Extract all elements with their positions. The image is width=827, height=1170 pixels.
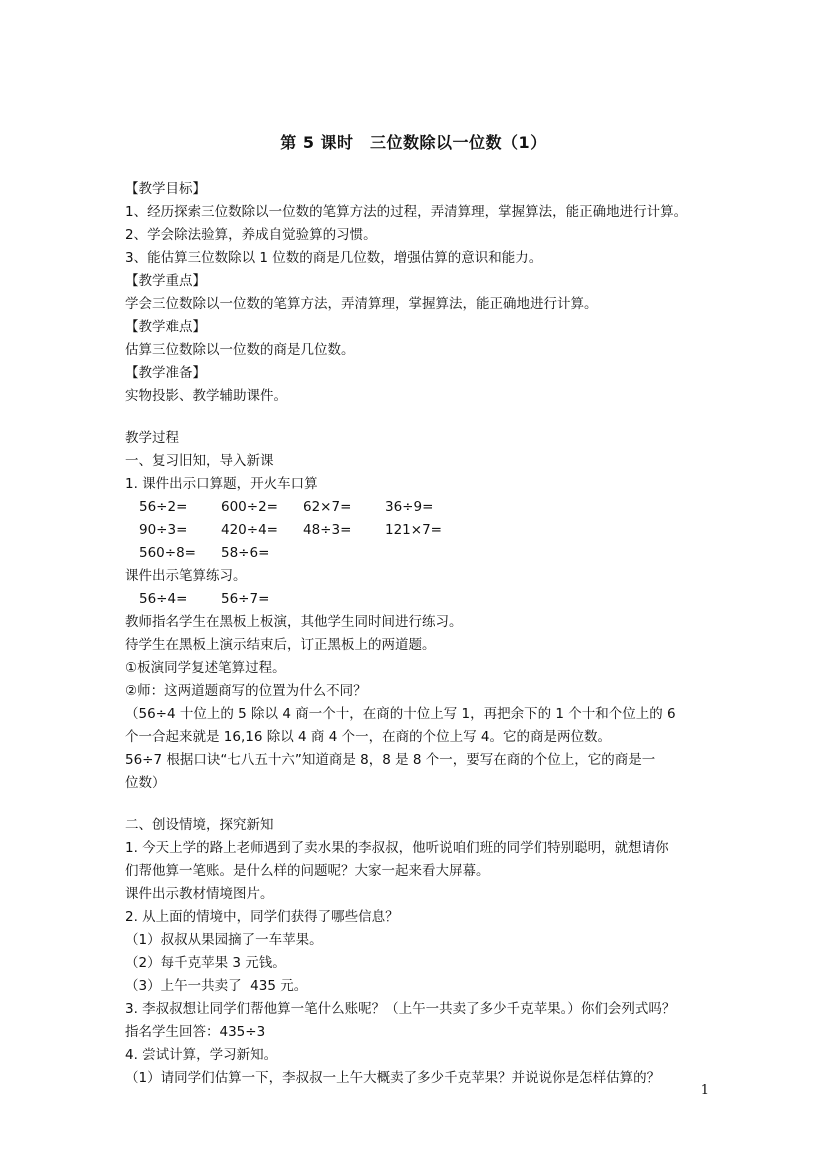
paragraph: 2、学会除法验算，养成自觉验算的习惯。 — [125, 227, 377, 243]
paragraph: ①板演同学复述笔算过程。 — [125, 660, 286, 676]
calc-item: 560÷8= — [139, 545, 196, 561]
document-body — [125, 178, 715, 1090]
calc-item: 56÷4= — [139, 591, 188, 607]
oral-calc-row — [125, 519, 715, 542]
paragraph: 课件出示笔算练习。 — [125, 568, 247, 584]
paragraph: 3、能估算三位数除以 1 位数的商是几位数，增强估算的意识和能力。 — [125, 250, 543, 266]
calc-item: 56÷7= — [221, 591, 270, 607]
paragraph: 教师指名学生在黑板上板演，其他学生同时间进行练习。 — [125, 614, 463, 630]
paragraph: 1. 今天上学的路上老师遇到了卖水果的李叔叔，他听说咱们班的同学们特别聪明，就想请你 — [125, 840, 669, 856]
calc-item: 420÷4= — [221, 522, 278, 538]
written-calc-row — [125, 588, 715, 611]
oral-calc-row — [125, 496, 715, 519]
calc-item: 56÷2= — [139, 499, 188, 515]
calc-item: 121×7= — [385, 522, 442, 538]
spacer — [125, 795, 715, 814]
paragraph: 4. 尝试计算，学习新知。 — [125, 1047, 278, 1063]
paragraph: 学会三位数除以一位数的笔算方法，弄清算理，掌握算法，能正确地进行计算。 — [125, 296, 598, 312]
paragraph: 3. 李叔叔想让同学们帮他算一笔什么账呢？（上午一共卖了多少千克苹果。）你们会列式吗？ — [125, 1001, 676, 1017]
part-heading: 一、复习旧知，导入新课 — [125, 453, 274, 469]
paragraph: 1. 课件出示口算题，开火车口算 — [125, 476, 318, 492]
lesson-title: 第 5 课时 三位数除以一位数（1） — [280, 133, 547, 152]
paragraph: （1）叔叔从果园摘了一车苹果。 — [125, 932, 323, 948]
paragraph: 实物投影、教学辅助课件。 — [125, 388, 287, 404]
paragraph: 待学生在黑板上演示结束后，订正黑板上的两道题。 — [125, 637, 436, 653]
paragraph: 估算三位数除以一位数的商是几位数。 — [125, 342, 355, 358]
calc-item: 48÷3= — [303, 522, 352, 538]
paragraph: （3）上午一共卖了 435 元。 — [125, 978, 308, 994]
section-heading: 【教学目标】 — [125, 181, 206, 197]
paragraph: （1）请同学们估算一下，李叔叔一上午大概卖了多少千克苹果？并说说你是怎样估算的？ — [125, 1070, 661, 1086]
section-heading: 教学过程 — [125, 430, 179, 446]
section-heading: 【教学准备】 — [125, 365, 206, 381]
calc-item: 90÷3= — [139, 522, 188, 538]
calc-item: 600÷2= — [221, 499, 278, 515]
section-heading: 【教学难点】 — [125, 319, 206, 335]
calc-item: 36÷9= — [385, 499, 434, 515]
section-heading: 【教学重点】 — [125, 273, 206, 289]
part-heading: 二、创设情境，探究新知 — [125, 817, 274, 833]
paragraph: 指名学生回答：435÷3 — [125, 1024, 266, 1040]
page-number: 1 — [700, 1083, 709, 1098]
spacer — [125, 408, 715, 427]
calc-item: 58÷6= — [221, 545, 270, 561]
paragraph: 56÷7 根据口诀“七八五十六”知道商是 8，8 是 8 个一，要写在商的个位上，它的商是一 — [125, 752, 656, 768]
paragraph: ②师：这两道题商写的位置为什么不同？ — [125, 683, 367, 699]
paragraph: （56÷4 十位上的 5 除以 4 商一个十，在商的十位上写 1，再把余下的 1 个十和个位上的 6 — [125, 706, 676, 722]
calc-item: 62×7= — [303, 499, 352, 515]
paragraph: 1、经历探索三位数除以一位数的笔算方法的过程，弄清算理，掌握算法，能正确地进行计算。 — [125, 204, 688, 220]
paragraph: 课件出示教材情境图片。 — [125, 886, 274, 902]
oral-calc-row — [125, 542, 715, 565]
paragraph: （2）每千克苹果 3 元钱。 — [125, 955, 286, 971]
paragraph: 个一合起来就是 16,16 除以 4 商 4 个一，在商的个位上写 4。它的商是两位数。 — [125, 729, 611, 745]
paragraph: 位数） — [125, 775, 166, 791]
paragraph: 2. 从上面的情境中，同学们获得了哪些信息？ — [125, 909, 399, 925]
paragraph: 们帮他算一笔账。是什么样的问题呢？大家一起来看大屏幕。 — [125, 863, 490, 879]
